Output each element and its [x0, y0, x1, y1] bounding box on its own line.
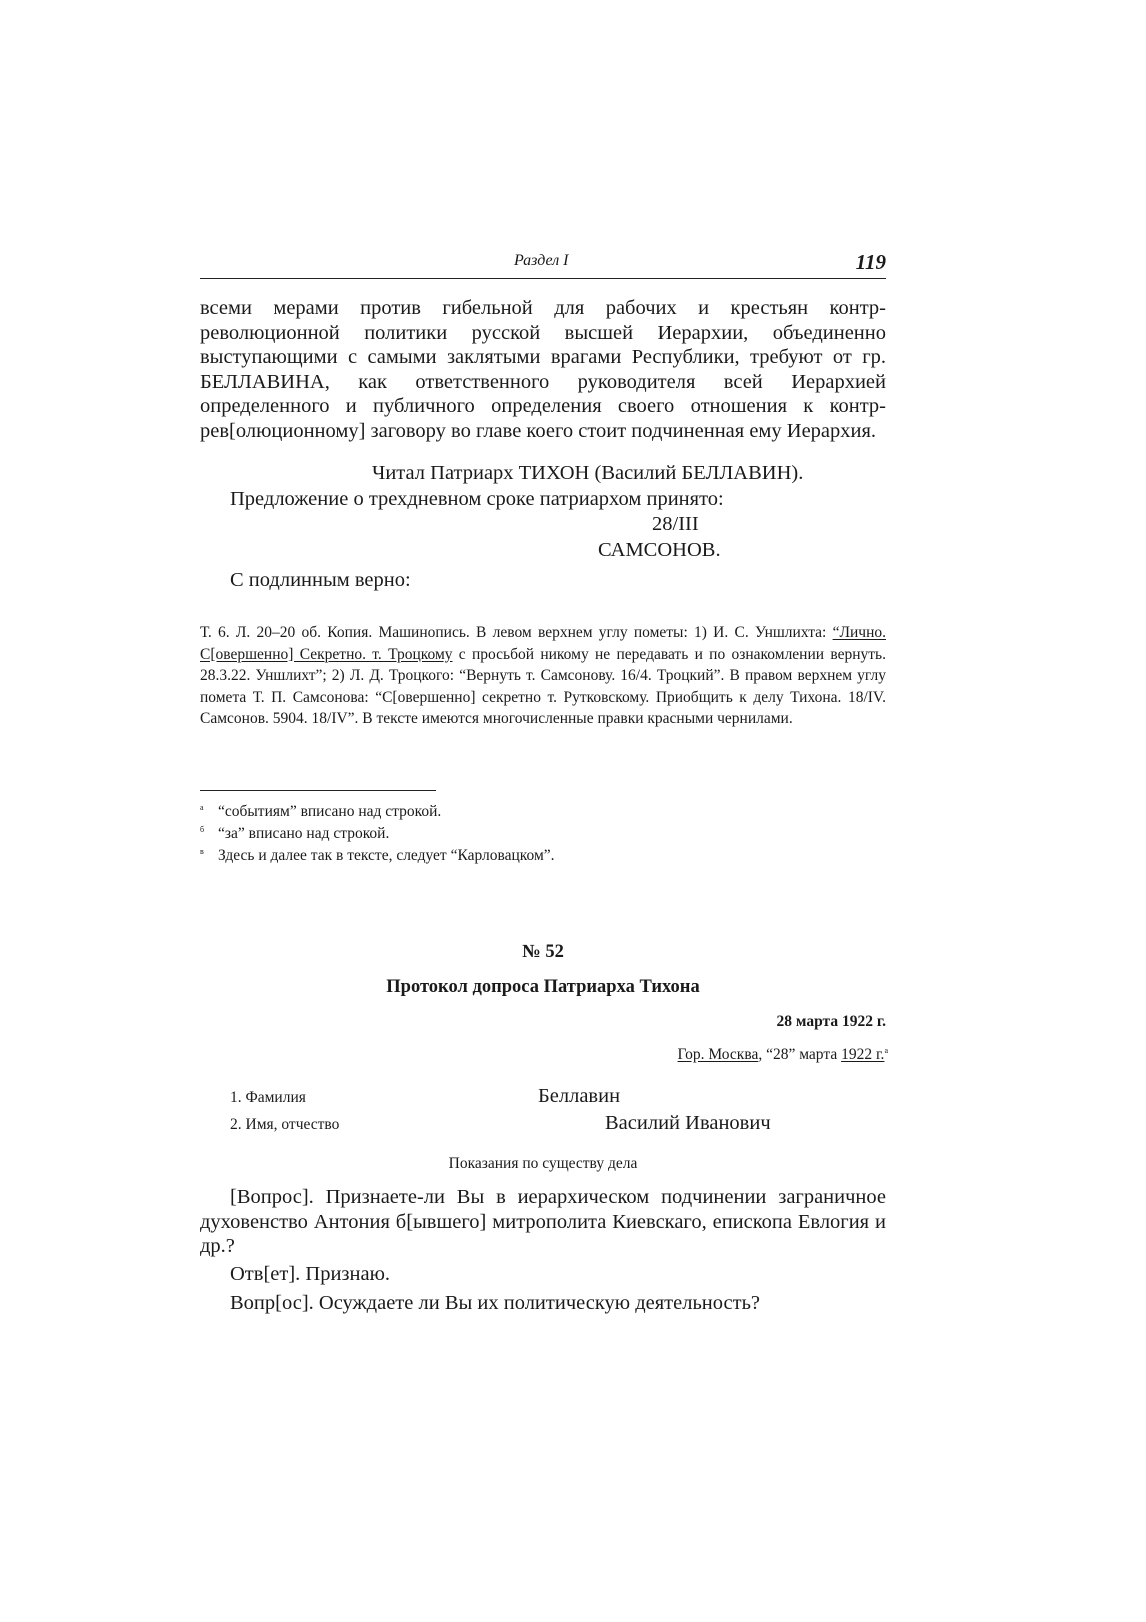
question-1: [Вопрос]. Признаете-ли Вы в иерархическом подчинении заграничное духовенство Антония б[ывшего] митрополита Киевскаго, епископа Евлогия и др.?: [200, 1186, 886, 1257]
question-2: Вопр[ос]. Осуждаете ли Вы их политическую деятельность?: [230, 1292, 761, 1314]
section-title: Раздел I: [514, 252, 569, 269]
document-date: 28 марта 1922 г.: [776, 1013, 886, 1030]
footnote-mark: в: [200, 847, 204, 856]
place-city: Гор. Москва: [677, 1046, 759, 1063]
footnote-text: “за” вписано над строкой.: [218, 825, 390, 842]
read-by-line: Читал Патриарх ТИХОН (Василий БЕЛЛАВИН).: [372, 462, 804, 484]
note-underlined: “Лично. С[овершенно] Секретно. т. Троцкому: [200, 624, 886, 663]
answer-1: Отв[ет]. Признаю.: [230, 1263, 391, 1285]
footnote-mark: б: [200, 825, 205, 834]
document-title: Протокол допроса Патриарха Тихона: [386, 977, 700, 997]
signature: САМСОНОВ.: [598, 539, 721, 561]
footnote: [200, 797, 555, 819]
footnote-text: Здесь и далее так в тексте, следует “Карловацком”.: [218, 847, 555, 864]
field-value: Беллавин: [538, 1085, 621, 1107]
document-number: № 52: [522, 942, 564, 962]
footnote: [200, 819, 555, 841]
field-label: 2. Имя, отчество: [230, 1116, 340, 1133]
field-value: Василий Иванович: [605, 1112, 771, 1134]
field-label: 1. Фамилия: [230, 1089, 306, 1106]
place-mark: а: [884, 1046, 888, 1055]
footnote-mark: а: [200, 803, 204, 812]
footnote-text: “событиям” вписано над строкой.: [218, 803, 442, 820]
footnotes: [200, 797, 555, 863]
place-year: 1922 г.: [841, 1046, 885, 1063]
archival-note: [200, 622, 886, 730]
document-place: [678, 1046, 888, 1064]
date-mark: 28/III: [652, 513, 699, 535]
page-number: 119: [855, 250, 886, 274]
certified-line: С подлинным верно:: [230, 569, 411, 591]
note-part2: с просьбой никому не передавать и по ознакомлении вернуть. 28.3.22. Уншлихт”; 2) Л. Д. Троцкого: “Вернуть т. Самсонову. 16/4. Троцкий”. В правом верхнем углу помета Т. П. Самсонова: “С[овершенно] секретно т. Рутковскому. Приобщить к делу Тихона. 18/IV. Самсонов. 5904. 18/IV”. В тексте имеются многочисленные правки красными чернилами.: [200, 645, 886, 727]
note-part1: Т. 6. Л. 20–20 об. Копия. Машинопись. В левом верхнем углу пометы: 1) И. С. Уншлихта:: [200, 624, 833, 641]
body-paragraph: всеми мерами против гибельной для рабочих и крестьян контр-революционной политики русской высшей Иерархии, объединенно выступающими с самыми заклятыми врагами Республики, требуют от гр. БЕЛЛАВИНА, как ответственного руководителя всей Иерархией определенного и публичного определения своего отношения к контр-рев[олюционному] заговору во главе коего стоит подчиненная ему Иерархия.: [200, 297, 886, 442]
proposal-line: Предложение о трехдневном сроке патриархом принято:: [230, 488, 724, 510]
footnote: [200, 841, 555, 863]
section-heading: Показания по существу дела: [448, 1155, 638, 1172]
place-day: , “28” марта: [758, 1046, 842, 1063]
running-header: [200, 248, 886, 279]
footnote-rule: [200, 790, 436, 791]
